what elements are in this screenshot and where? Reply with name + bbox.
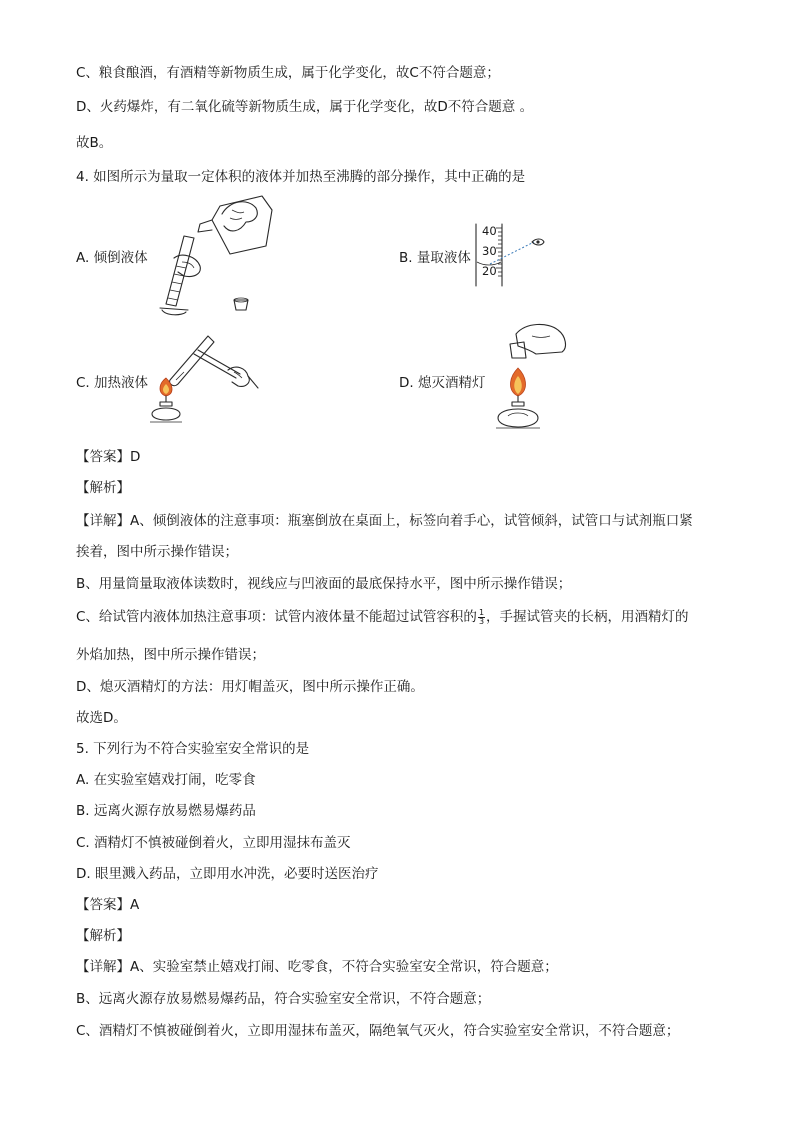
text-line: 【详解】A、倾倒液体的注意事项：瓶塞倒放在桌面上，标签向着手心，试管倾斜，试管口与试剂瓶口紧 [76,513,693,529]
heating-test-tube-illustration-icon [148,332,260,428]
text-line: 故选D。 [76,710,127,726]
answer-5: 【答案】A [76,897,140,913]
text-segment: ，手握试管夹的长柄，用酒精灯的 [486,609,689,625]
text-line: B、远离火源存放易燃易爆药品，符合实验室安全常识，不符合题意； [76,991,491,1007]
question-5-stem: 5. 下列行为不符合实验室安全常识的是 [76,741,310,757]
text-line-with-fraction [76,608,689,626]
option-a-label: A. 倾倒液体 [76,250,148,266]
extinguishing-alcohol-lamp-illustration-icon [486,320,576,438]
fraction-one-third [478,609,485,626]
scale-label-30: 30 [482,244,497,258]
pouring-liquid-illustration-icon [160,192,280,320]
option-b-label: B. 量取液体 [399,250,471,266]
answer-4: 【答案】D [76,449,141,465]
text-line: C、酒精灯不慎被碰倒着火，立即用湿抹布盖灭，隔绝氧气灭火，符合实验室安全常识，不符合题意； [76,1023,680,1039]
text-segment: C、给试管内液体加热注意事项：试管内液体量不能超过试管容积的 [76,609,477,625]
scale-label-20: 20 [482,264,497,278]
question-4-stem: 4. 如图所示为量取一定体积的液体并加热至沸腾的部分操作，其中正确的是 [76,169,526,185]
option-c-label: C. 加热液体 [76,375,149,391]
text-line: D、熄灭酒精灯的方法：用灯帽盖灭，图中所示操作正确。 [76,679,424,695]
text-line: 挨着，图中所示操作错误； [76,544,238,560]
option-d-label: D. 熄灭酒精灯 [399,375,486,391]
analysis-heading-4: 【解析】 [76,480,130,496]
text-line: B、用量筒量取液体读数时，视线应与凹液面的最底保持水平，图中所示操作错误； [76,576,572,592]
option-a: A. 在实验室嬉戏打闹，吃零食 [76,772,256,788]
text-line: 【详解】A、实验室禁止嬉戏打闹、吃零食，不符合实验室安全常识，符合题意； [76,959,558,975]
text-line: 外焰加热，图中所示操作错误； [76,647,265,663]
option-d: D. 眼里溅入药品，立即用水冲洗，必要时送医治疗 [76,866,379,882]
scale-label-40: 40 [482,224,497,238]
option-b: B. 远离火源存放易燃易爆药品 [76,803,256,819]
option-c: C. 酒精灯不慎被碰倒着火，立即用湿抹布盖灭 [76,835,351,851]
text-line: 故B。 [76,135,113,151]
text-line: C、粮食酿酒，有酒精等新物质生成，属于化学变化，故C不符合题意； [76,65,500,81]
analysis-heading-5: 【解析】 [76,928,130,944]
text-line: D、火药爆炸，有二氧化硫等新物质生成，属于化学变化，故D不符合题意 。 [76,99,534,115]
fraction-denominator: 3 [478,616,485,626]
fraction-numerator: 1 [478,607,485,617]
